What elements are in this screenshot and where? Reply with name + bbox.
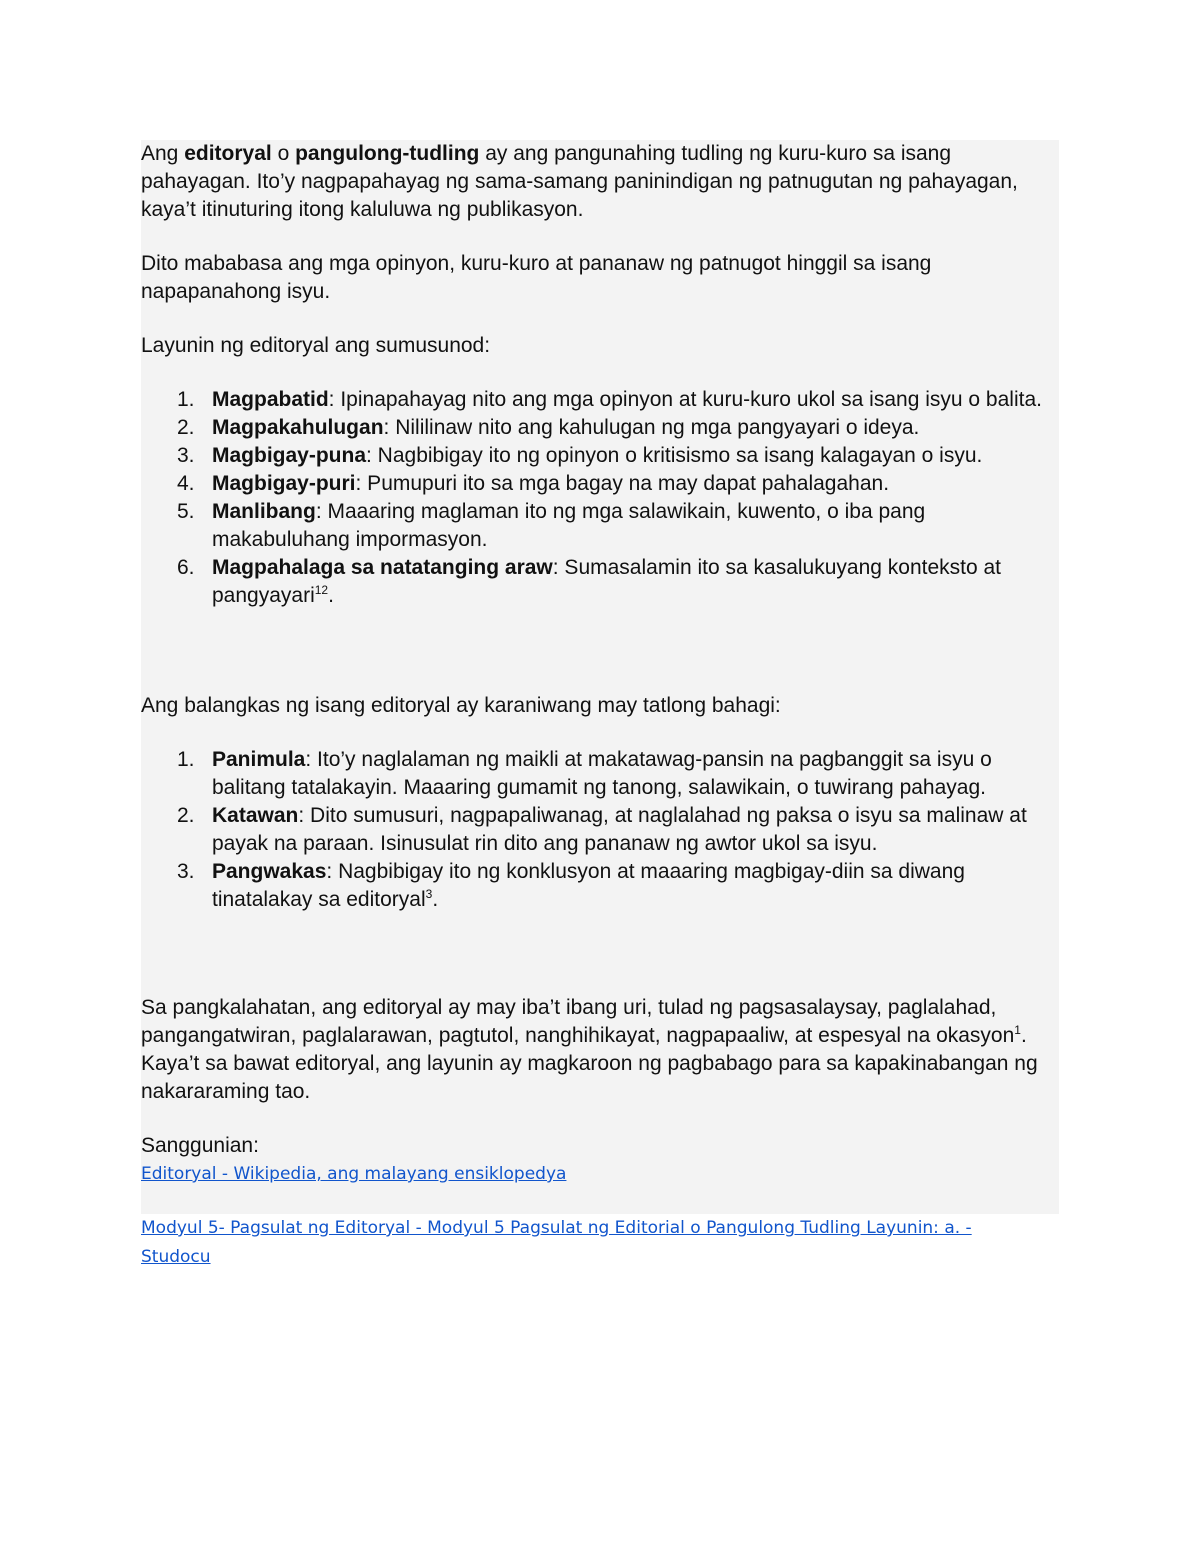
content-block-structure <box>141 664 1059 966</box>
footnote-ref: 3 <box>425 887 433 901</box>
references-label: Sanggunian: <box>141 1134 259 1157</box>
footnote-ref: 12 <box>314 583 329 597</box>
reference-link-studocu[interactable]: Modyul 5- Pagsulat ng Editoryal - Modyul 5 Pagsulat ng Editorial o Pangulong Tudling Layunin: a. - Studocu <box>141 1218 972 1267</box>
intro-paragraph: Ang editoryal o pangulong-tudling ay ang pangunahing tudling ng kuru-kuro sa isang pahayagan. Ito’y nagpapahayag ng sama-samang paninindigan ng patnugutan ng pahayagan, kaya’t itinuturing itong kaluluwa ng publikasyon. <box>141 142 1018 221</box>
goals-heading: Layunin ng editoryal ang sumusunod: <box>141 334 491 357</box>
content-block-summary <box>141 966 1059 1214</box>
list-item: 6. Magpahalaga sa natatanging araw: Sumasalamin ito sa kasalukuyang konteksto at pangyayari$^{12}$. <box>177 556 1002 607</box>
list-item: 5. Manlibang: Maaaring maglaman ito ng mga salawikain, kuwento, o iba pang makabuluhang impormasyon. <box>177 500 926 551</box>
opinion-paragraph: Dito mababasa ang mga opinyon, kuru-kuro at pananaw ng patnugot hinggil sa isang napapanahong isyu. <box>141 252 932 303</box>
term-editoryal: editoryal <box>184 142 272 165</box>
parts-list <box>141 746 1059 914</box>
list-item: 2. Katawan: Dito sumusuri, nagpapaliwanag, at naglalahad ng paksa o isyu sa malinaw at payak na paraan. Isinusulat rin dito ang pananaw ng awtor ukol sa isyu. <box>177 804 1027 855</box>
footnote-ref: 1 <box>1014 1023 1021 1037</box>
list-item: 1. Panimula: Ito’y naglalaman ng maikli at makatawag-pansin na pagbanggit sa isyu o balitang tatalakayin. Maaaring gumamit ng tanong, salawikain, o tuwirang pahayag. <box>177 748 992 799</box>
goals-list <box>141 386 1059 610</box>
list-item: 1. Magpabatid: Ipinapahayag nito ang mga opinyon at kuru-kuro ukol sa isang isyu o balita. <box>177 388 1042 411</box>
list-item: 3. Magbigay-puna: Nagbibigay ito ng opinyon o kritisismo sa isang kalagayan o isyu. <box>177 444 983 467</box>
structure-heading: Ang balangkas ng isang editoryal ay karaniwang may tatlong bahagi: <box>141 694 781 717</box>
list-item: 3. Pangwakas: Nagbibigay ito ng konklusyon at maaaring magbigay-diin sa diwang tinatalakay sa editoryal$^3$. <box>177 860 965 911</box>
summary-paragraph: Sa pangkalahatan, ang editoryal ay may iba’t ibang uri, tulad ng pagsasalaysay, paglalahad, pangangatwiran, paglalarawan, pagtutol, nanghihikayat, nagpapaaliw, at espesyal na okasyon$^1$. Kaya’t sa bawat editoryal, ang layunin ay magkaroon ng pagbabago para sa kapakinabangan ng nakararaming tao. <box>141 996 1038 1103</box>
term-pangulong-tudling: pangulong-tudling <box>295 142 480 165</box>
list-item: 2. Magpakahulugan: Nililinaw nito ang kahulugan ng mga pangyayari o ideya. <box>177 416 920 439</box>
list-item: 4. Magbigay-puri: Pumupuri ito sa mga bagay na may dapat pahalagahan. <box>177 472 890 495</box>
reference-link-studocu-wrapper <box>141 1214 1041 1272</box>
content-block-intro-and-goals <box>141 140 1059 664</box>
reference-link-wikipedia[interactable]: Editoryal - Wikipedia, ang malayang ensiklopedya <box>141 1164 567 1184</box>
